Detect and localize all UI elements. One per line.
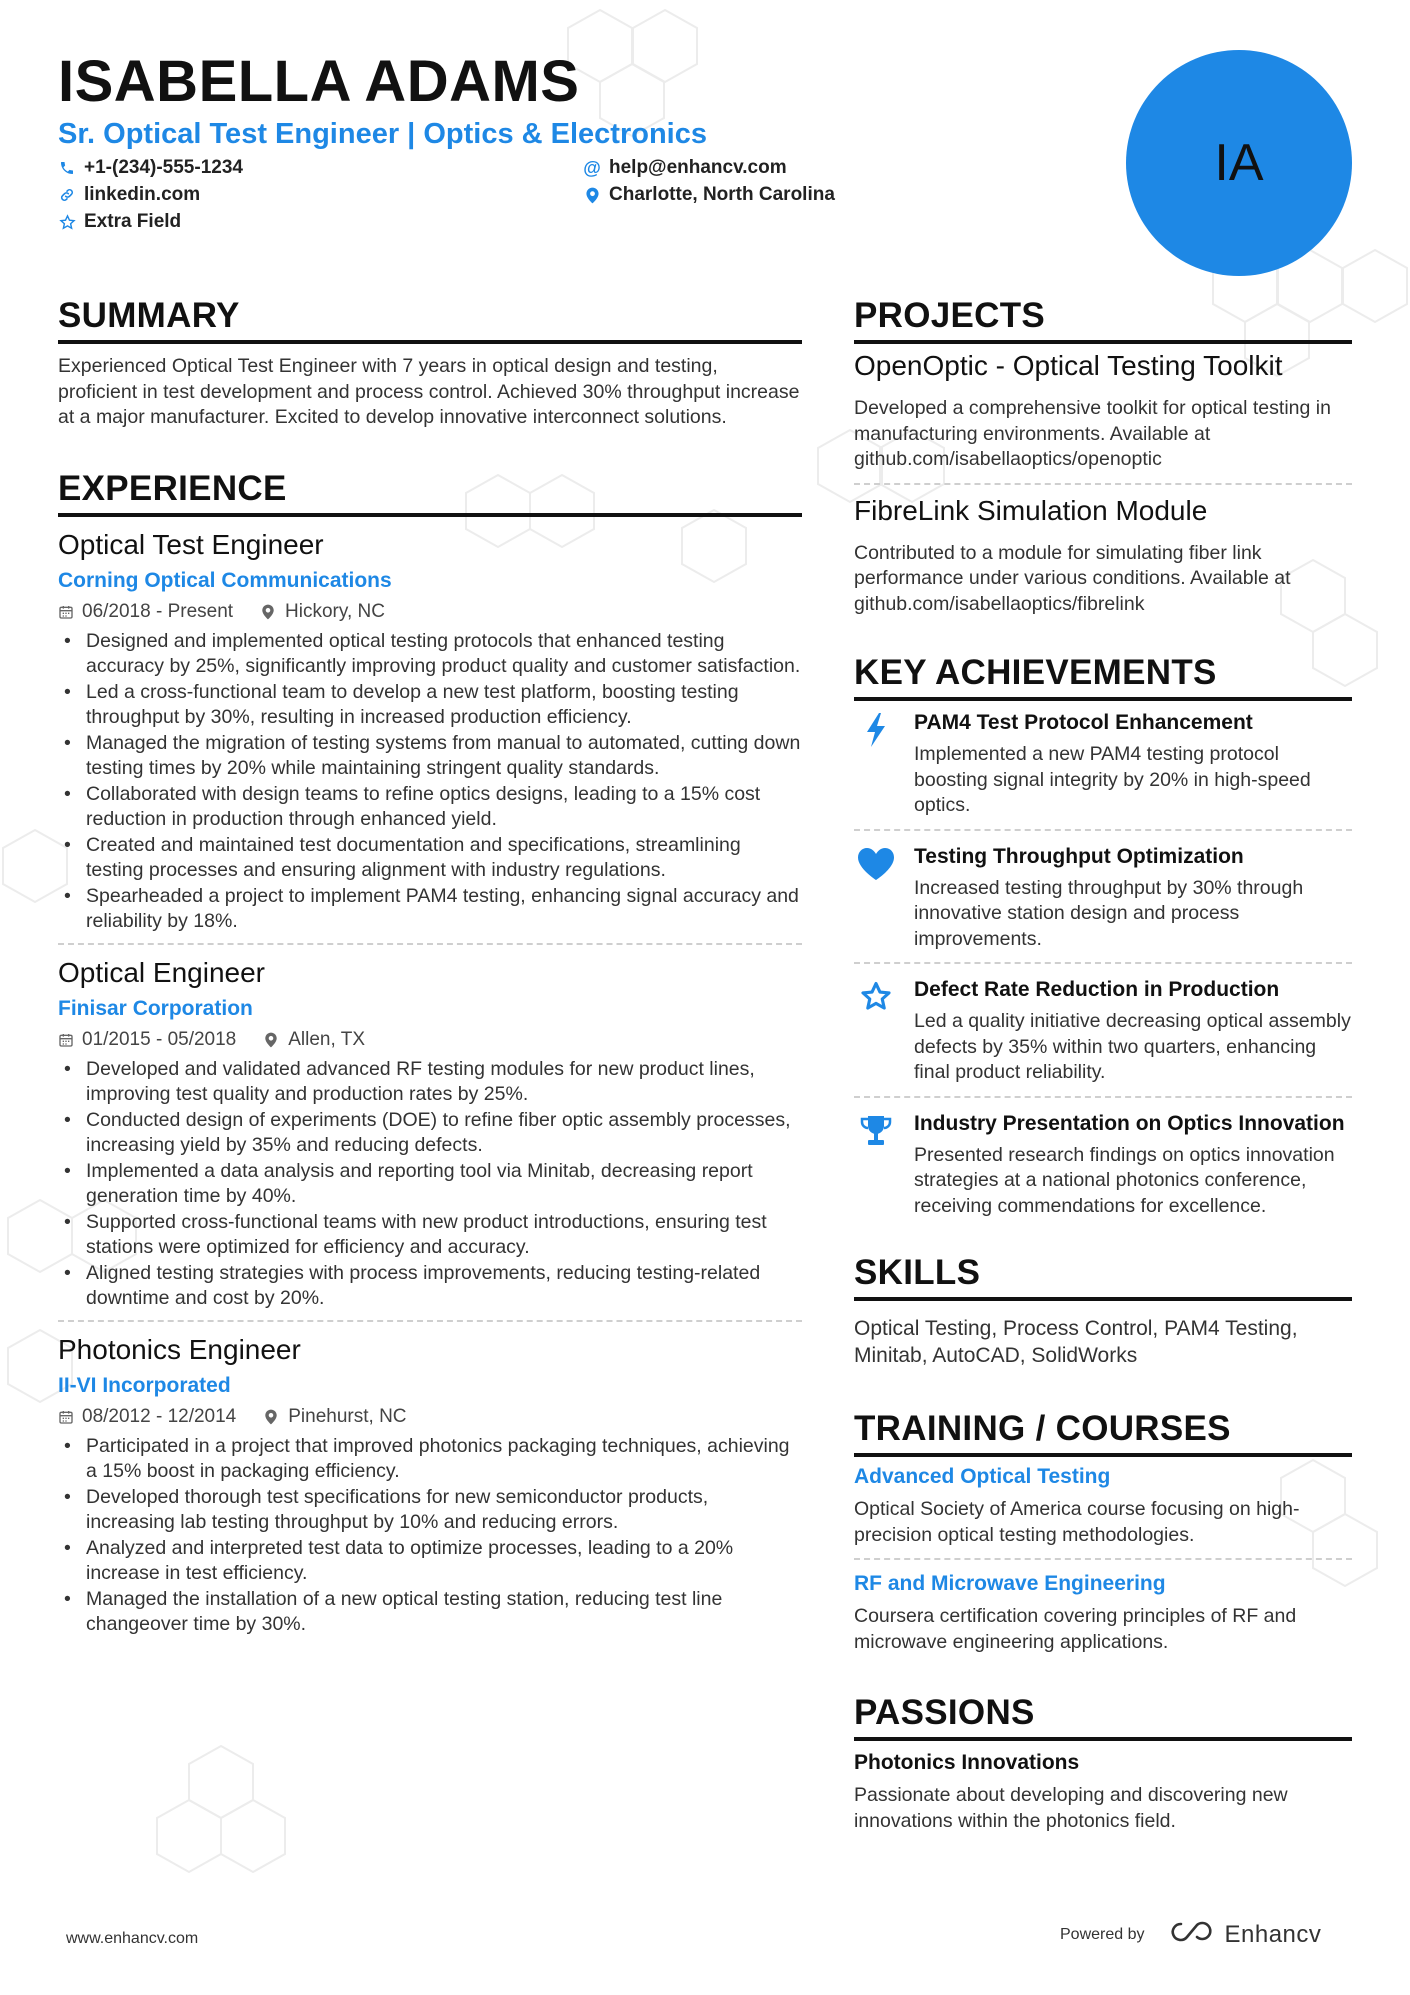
bullet-item: • Developed thorough test specifications for new semiconductor products, increasing lab testing throughput by 10% and reducing errors.: [58, 1485, 802, 1536]
contact-phone[interactable]: [58, 157, 243, 179]
achievement-title: Industry Presentation on Optics Innovation: [914, 1111, 1345, 1135]
achievements-title: KEY ACHIEVEMENTS: [854, 653, 1352, 701]
achievement-title: PAM4 Test Protocol Enhancement: [914, 711, 1253, 734]
candidate-name: ISABELLA ADAMS: [58, 49, 580, 114]
bullet-item: • Conducted design of experiments (DOE) to refine fiber optic assembly processes, increasing yield by 35% and reducing defects.: [58, 1108, 802, 1159]
course-entry: [854, 1558, 1352, 1665]
location-pin-icon: [583, 186, 601, 204]
job-meta: [58, 1029, 802, 1051]
star-outline-icon: [58, 213, 76, 231]
job-location: Pinehurst, NC: [288, 1405, 407, 1427]
contact-location: [583, 184, 835, 206]
right-column: [854, 296, 1352, 1834]
bullet-item: • Designed and implemented optical testing protocols that enhanced testing accuracy by 25%, significantly improving product quality and customer satisfaction.: [58, 629, 802, 680]
job-location: Allen, TX: [288, 1028, 365, 1050]
lightning-icon: [854, 709, 898, 819]
project-title: FibreLink Simulation Module: [854, 494, 1208, 526]
passion-text: Passionate about developing and discovering new innovations within the photonics field.: [854, 1784, 1288, 1832]
course-description: Optical Society of America course focusing on high-precision optical testing methodologies.: [854, 1498, 1300, 1546]
project-entry: [854, 344, 1352, 483]
location-pin-icon: [264, 1409, 280, 1425]
achievement-entry: [854, 962, 1352, 1096]
achievement-text: Presented research findings on optics innovation strategies at a national photonics conference, receiving commendations for excellence.: [914, 1143, 1335, 1217]
at-icon: @: [583, 157, 601, 178]
location-text: Charlotte, North Carolina: [609, 184, 835, 205]
project-description: Contributed to a module for simulating fiber link performance under various conditions. Available at github.com/isabellaoptics/fibrelink: [854, 541, 1291, 615]
email-text: help@enhancv.com: [609, 157, 787, 178]
experience-section: [58, 469, 802, 1646]
job-location: Hickory, NC: [285, 600, 385, 622]
summary-title: SUMMARY: [58, 296, 802, 344]
bullet-item: • Analyzed and interpreted test data to optimize processes, leading to a 20% increase in test efficiency.: [58, 1536, 802, 1587]
achievement-entry: [854, 1096, 1352, 1230]
bullet-item: • Supported cross-functional teams with new product introductions, ensuring test stations were optimized for efficiency and accuracy.: [58, 1210, 802, 1261]
job-meta: [58, 601, 802, 623]
job-entry: [58, 517, 802, 943]
contact-linkedin[interactable]: [58, 184, 200, 206]
project-title: OpenOptic - Optical Testing Toolkit: [854, 350, 1283, 381]
training-title: TRAINING / COURSES: [854, 1409, 1352, 1457]
job-title: Photonics Engineer: [58, 1333, 301, 1365]
achievement-title: Testing Throughput Optimization: [914, 844, 1244, 868]
calendar-icon: [58, 1409, 74, 1425]
bullet-item: • Collaborated with design teams to refine optics designs, leading to a 15% cost reduction in production through enhanced yield.: [58, 782, 802, 833]
enhancv-logo-icon: [1169, 1920, 1215, 1949]
bullet-item: • Led a cross-functional team to develop a new test platform, boosting testing throughput by 30%, resulting in increased production efficiency.: [58, 680, 802, 731]
achievement-entry: [854, 701, 1352, 829]
job-title: Optical Engineer: [58, 956, 266, 988]
bullet-item: • Aligned testing strategies with process improvements, reducing testing-related downtime and cost by 20%.: [58, 1261, 802, 1312]
bullet-item: • Managed the installation of a new optical testing station, reducing test line changeover time by 30%.: [58, 1587, 802, 1638]
skills-section: [854, 1253, 1352, 1369]
bullet-item: • Participated in a project that improved photonics packaging techniques, achieving a 15% boost in packaging efficiency.: [58, 1434, 802, 1485]
bullet-item: • Created and maintained test documentation and specifications, streamlining testing processes and ensuring alignment with industry regulations.: [58, 833, 802, 884]
passions-title: PASSIONS: [854, 1693, 1352, 1741]
job-title: Optical Test Engineer: [58, 528, 324, 560]
achievement-entry: [854, 829, 1352, 963]
bullet-item: • Spearheaded a project to implement PAM4 testing, enhancing signal accuracy and reliability by 18%.: [58, 884, 802, 935]
footer-branding[interactable]: [1060, 1920, 1321, 1949]
job-entry: [58, 943, 802, 1320]
passions-section: [854, 1693, 1352, 1834]
phone-text: +1-(234)-555-1234: [84, 157, 243, 178]
trophy-icon: [854, 1110, 898, 1220]
course-entry: [854, 1457, 1352, 1558]
powered-by-text: Powered by: [1060, 1925, 1145, 1943]
linkedin-text: linkedin.com: [84, 184, 201, 205]
projects-section: [854, 296, 1352, 627]
skills-title: SKILLS: [854, 1253, 1352, 1301]
star-icon: [854, 976, 898, 1086]
job-entry: [58, 1320, 802, 1646]
course-description: Coursera certification covering principles of RF and microwave engineering applications.: [854, 1605, 1297, 1653]
projects-title: PROJECTS: [854, 296, 1352, 344]
heart-icon: [854, 843, 898, 953]
link-icon: [58, 186, 76, 204]
summary-section: [58, 296, 802, 431]
passion-title: Photonics Innovations: [854, 1751, 1080, 1774]
avatar: [1126, 50, 1352, 276]
candidate-headline: Sr. Optical Test Engineer | Optics & Electronics: [58, 118, 707, 150]
job-dates: 08/2012 - 12/2014: [82, 1405, 237, 1427]
avatar-initials: IA: [1214, 134, 1264, 192]
footer-website[interactable]: www.enhancv.com: [66, 1930, 199, 1947]
company-name: II-VI Incorporated: [58, 1373, 231, 1397]
bullet-item: • Managed the migration of testing systems from manual to automated, cutting down testing times by 20% while maintaining stringent quality standards.: [58, 731, 802, 782]
course-title: Advanced Optical Testing: [854, 1465, 1111, 1488]
phone-icon: [58, 159, 76, 177]
skills-text: Optical Testing, Process Control, PAM4 Testing, Minitab, AutoCAD, SolidWorks: [854, 1317, 1298, 1367]
extra-field-text: Extra Field: [84, 211, 182, 232]
training-section: [854, 1409, 1352, 1665]
course-title: RF and Microwave Engineering: [854, 1572, 1166, 1595]
passion-entry: [854, 1751, 1352, 1834]
bullet-item: • Implemented a data analysis and reporting tool via Minitab, decreasing report generation time by 40%.: [58, 1159, 802, 1210]
achievement-text: Implemented a new PAM4 testing protocol boosting signal integrity by 20% in high-speed optics.: [914, 743, 1311, 816]
job-meta: [58, 1406, 802, 1428]
company-name: Finisar Corporation: [58, 996, 253, 1020]
job-bullets: [58, 1057, 802, 1312]
project-description: Developed a comprehensive toolkit for optical testing in manufacturing environments. Available at github.com/isabellaoptics/openoptic: [854, 397, 1331, 470]
job-bullets: [58, 1434, 802, 1638]
project-entry: [854, 483, 1352, 628]
job-dates: 01/2015 - 05/2018: [82, 1028, 237, 1050]
job-bullets: [58, 629, 802, 935]
achievement-text: Led a quality initiative decreasing optical assembly defects by 35% within two quarters, enhancing final product reliability.: [914, 1010, 1351, 1083]
calendar-icon: [58, 1032, 74, 1048]
achievements-section: [854, 653, 1352, 1229]
calendar-icon: [58, 604, 74, 620]
bullet-item: • Developed and validated advanced RF testing modules for new product lines, improving test quality and production rates by 25%.: [58, 1057, 802, 1108]
left-column: [58, 296, 802, 1646]
company-name: Corning Optical Communications: [58, 568, 392, 592]
job-dates: 06/2018 - Present: [82, 600, 234, 622]
contact-email[interactable]: [583, 157, 787, 179]
brand-name: Enhancv: [1224, 1920, 1322, 1948]
contact-extra: [58, 211, 181, 233]
summary-text: Experienced Optical Test Engineer with 7 years in optical design and testing, proficient in test development and process control. Achieved 30% throughput increase at a major manufacturer. Excited to develop innovative interconnect solutions.: [58, 355, 800, 428]
achievement-text: Increased testing throughput by 30% through innovative station design and process improvements.: [914, 876, 1304, 950]
experience-title: EXPERIENCE: [58, 469, 802, 517]
location-pin-icon: [261, 604, 277, 620]
achievement-title: Defect Rate Reduction in Production: [914, 978, 1280, 1001]
location-pin-icon: [264, 1032, 280, 1048]
